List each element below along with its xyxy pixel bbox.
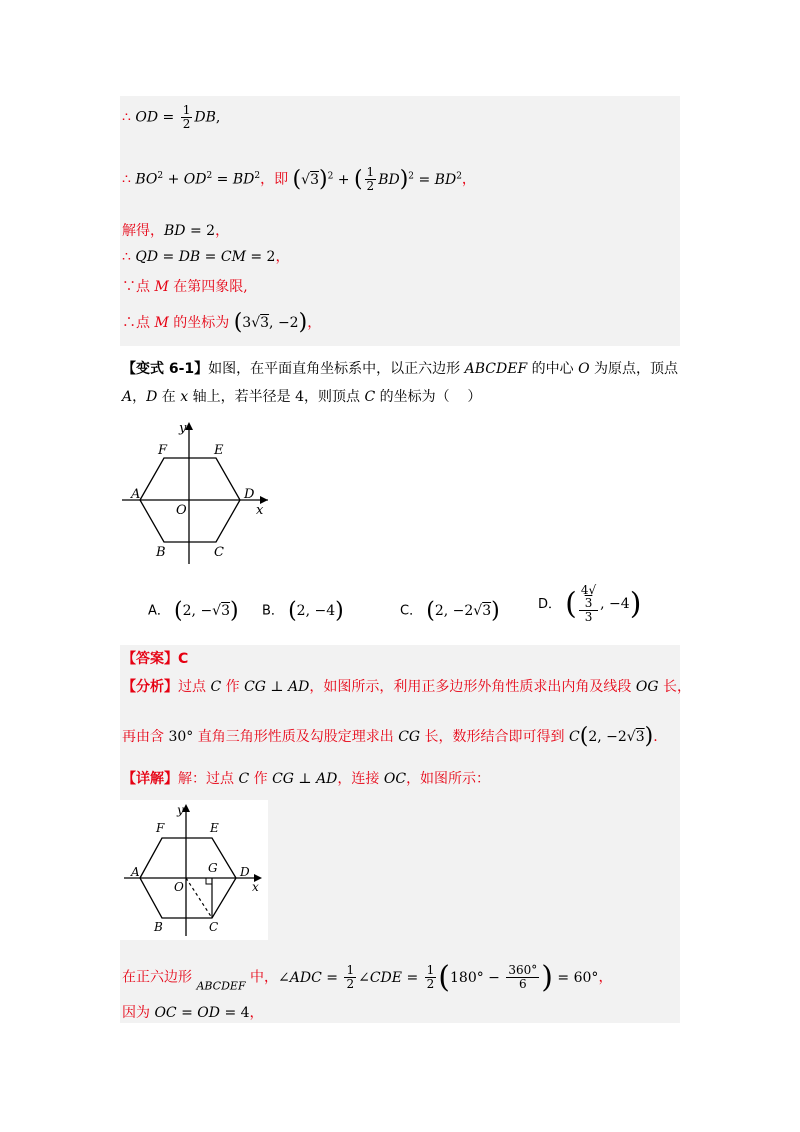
option-b[interactable] [262, 598, 344, 623]
sol-line-2: ∴ $BO^2 + OD^2 = BD^2$，即 $(√3)^2$ + ( $\frac{1}{2}$ $BD)^2 = BD^2$， [122, 165, 476, 193]
solution-panel-top [120, 96, 680, 346]
option-c-letter: C． [400, 603, 423, 619]
option-a-value: (2, −√3) [174, 598, 239, 623]
detail-line-3: 因为 OC = OD = 4， [122, 1005, 264, 1021]
problem-tag: 【变式 6-1】 [122, 361, 209, 377]
sol-line-1: ∴ OD = $\frac{1}{2}$ DB, [122, 103, 221, 131]
label2-F: F [156, 821, 165, 835]
label-E: E [214, 443, 224, 458]
sol-line-3: 解得，BD = 2， [122, 223, 230, 239]
label-F: F [158, 443, 168, 458]
option-b-value: (2, −4) [288, 598, 344, 623]
detail-line-1: 【详解】解：过点 C 作 CG ⊥ AD，连接 OC，如图所示： [122, 771, 491, 787]
label2-D: D [240, 865, 250, 879]
label-x: x [256, 503, 264, 518]
option-b-letter: B． [262, 603, 284, 619]
option-d-letter: D． [538, 597, 562, 612]
option-a[interactable] [148, 598, 239, 623]
analysis-line-1: 【分析】过点 C 作 CG ⊥ AD，如图所示，利用正多边形外角性质求出内角及线段 OG 长， [122, 679, 691, 695]
label2-G: G [208, 861, 218, 875]
problem-line-2: A，D 在 x 轴上，若半径是 4，则顶点 C 的坐标为（ ） [122, 389, 482, 405]
option-d-value: ( 4√ 3 3 , −4) [565, 583, 642, 624]
label-C: C [214, 545, 224, 560]
sol-line-5: ∵点 M 在第四象限, [122, 279, 248, 295]
option-a-letter: A． [148, 603, 170, 619]
option-c-value: (2, −2√3) [426, 598, 500, 623]
label-D: D [244, 487, 255, 502]
answer-value: C [178, 651, 189, 667]
label-A: A [131, 487, 141, 502]
label2-O: O [174, 880, 184, 894]
detail-tag: 【详解】 [122, 771, 178, 787]
label2-E: E [210, 821, 219, 835]
label2-C: C [209, 920, 219, 934]
sol-line-6: ∴点 M 的坐标为 (3√3, −2)， [122, 310, 322, 335]
label2-y: y [177, 803, 184, 817]
label2-x: x [252, 880, 259, 894]
detail-line-2: 在正六边形 $_{ABCDEF}$ 中，∠ADC = $\frac{1}{2}$ ∠CDE = $\frac{1}{2}$ (180° − $\frac{360^\circ}{6}$ ) = 60°， [122, 959, 613, 995]
label-B: B [156, 545, 166, 560]
answer-tag: 【答案】 [122, 651, 178, 667]
answer-line [122, 650, 188, 668]
analysis-line-2: 再由含 30° 直角三角形性质及勾股定理求出 CG 长，数形结合即可得到 C(2, −2√3). [122, 724, 658, 749]
label2-B: B [154, 920, 163, 934]
option-d[interactable] [538, 584, 641, 624]
hexagon-figure-2 [120, 800, 268, 940]
analysis-tag: 【分析】 [122, 679, 178, 695]
sol-line-4: ∴ QD = DB = CM = 2， [122, 249, 290, 265]
label2-A: A [131, 865, 140, 879]
option-c[interactable] [400, 598, 500, 623]
label-y: y [179, 421, 187, 436]
label-O: O [176, 503, 187, 518]
hexagon-figure-1 [118, 418, 278, 568]
problem-line-1: 【变式 6-1】如图，在平面直角坐标系中，以正六边形 ABCDEF 的中心 O 为原点，顶点 [122, 361, 678, 377]
